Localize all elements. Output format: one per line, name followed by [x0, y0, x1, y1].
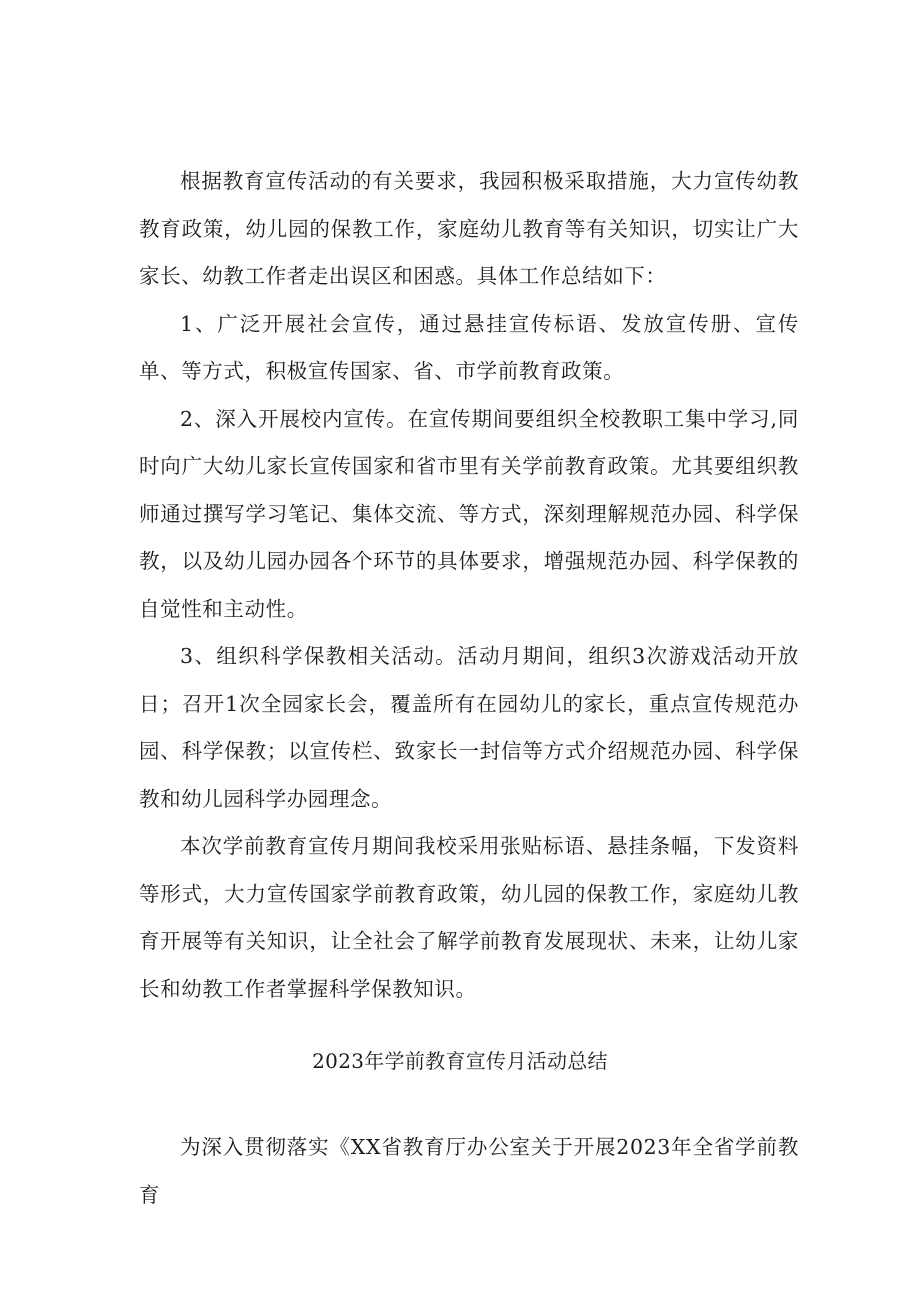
paragraph-item-3: 3、组织科学保教相关活动。活动月期间，组织3次游戏活动开放日；召开1次全园家长会，覆盖所有在园幼儿的家长，重点宣传规范办园、科学保教；以宣传栏、致家长一封信等方式介绍规范办园、科学保教和幼儿园科学办园理念。 — [139, 644, 799, 811]
paragraph-summary: 本次学前教育宣传月期间我校采用张贴标语、悬挂条幅，下发资料等形式，大力宣传国家学前教育政策，幼儿园的保教工作，家庭幼儿教育开展等有关知识，让全社会了解学前教育发展现状、未来，让幼儿家长和幼教工作者掌握科学保教知识。 — [139, 834, 799, 1001]
document-body — [139, 158, 799, 1013]
section-title: 2023年学前教育宣传月活动总结 — [312, 1049, 608, 1073]
paragraph-item-1: 1、广泛开展社会宣传，通过悬挂宣传标语、发放宣传册、宣传单、等方式，积极宣传国家、省、市学前教育政策。 — [139, 311, 799, 383]
document-continuation — [139, 1124, 799, 1219]
paragraph-continuation: 为深入贯彻落实《XX省教育厅办公室关于开展2023年全省学前教育 — [139, 1135, 799, 1207]
paragraph-item-2: 2、深入开展校内宣传。在宣传期间要组织全校教职工集中学习,同时向广大幼儿家长宣传国家和省市里有关学前教育政策。尤其要组织教师通过撰写学习笔记、集体交流、等方式，深刻理解规范办园、科学保教，以及幼儿园办园各个环节的具体要求，增强规范办园、科学保教的自觉性和主动性。 — [139, 406, 799, 621]
paragraph-intro: 根据教育宣传活动的有关要求，我园积极采取措施，大力宣传幼教教育政策，幼儿园的保教工作，家庭幼儿教育等有关知识，切实让广大家长、幼教工作者走出误区和困惑。具体工作总结如下： — [139, 169, 799, 288]
